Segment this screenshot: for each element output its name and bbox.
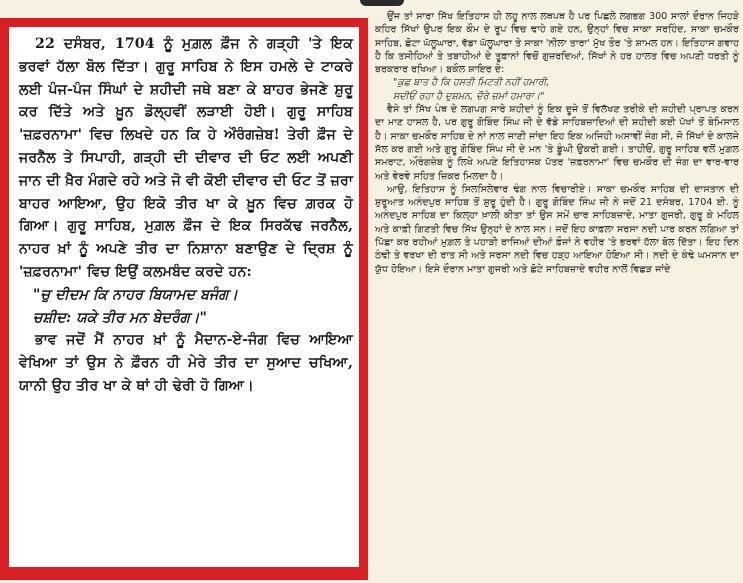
highlight-box-inner: [9, 27, 359, 567]
highlight-quote-line-2: ਚਸ਼ੀਦ: ਯਕੇ ਤੀਰ ਮਨ ਬੇਦਰੰਗ।": [33, 309, 207, 326]
article-quote-line-2: ਸਦੀਓਂ ਰਹਾ ਹੈ ਦੁਸ਼ਮਨ, ਦੌਰੇ ਜ਼ਮਾਂ ਹਮਾਰਾ।": [393, 90, 545, 102]
highlight-quote-line-1: "ਚੁ ਦੀਦਮ ਕਿ ਨਾਹਰ ਬਿਯਾਮਦ ਬਜੰਗ।: [33, 286, 239, 303]
heading-fragment: [360, 0, 404, 6]
highlight-paragraph-2: ਭਾਵ ਜਦੋਂ ਮੈਂ ਨਾਹਰ ਖ਼ਾਂ ਨੂੰ ਮੈਦਾਨ-ਏ-ਜੰਗ ਵਿਚ ਆਇਆ ਵੇਖਿਆ ਤਾਂ ਉਸ ਨੇ ਫ਼ੌਰਨ ਹੀ ਮੇਰੇ ਤੀਰ ਦਾ ਸੁਆਦ ਚਖਿਆ, ਯਾਨੀ ਉਹ ਤੀਰ ਖਾ ਕੇ ਥਾਂ ਹੀ ਢੇਰੀ ਹੋ ਗਿਆ।: [19, 332, 353, 394]
highlight-box: [0, 18, 368, 580]
article-paragraph-2: ਵੈਸੇ ਤਾਂ ਸਿੱਖ ਪੰਥ ਦੇ ਲਗਪਗ ਸਾਰੇ ਸ਼ਹੀਦਾਂ ਨੂੰ ਇਕ ਦੂਜੇ ਤੋਂ ਵਿਲੱਖਣ ਤਰੀਕੇ ਦੀ ਸ਼ਹੀਦੀ ਪ੍ਰਾਪਤ ਕਰਨ ਦਾ ਮਾਣ ਹਾਸਲ ਹੈ, ਪਰ ਗੁਰੂ ਗੋਬਿੰਦ ਸਿੰਘ ਜੀ ਦੇ ਵੱਡੇ ਸਾਹਿਬਜ਼ਾਦਿਆਂ ਦੀ ਸ਼ਹੀਦੀ ਕਈ ਪੱਖਾਂ ਤੋਂ ਬੇਮਿਸਾਲ ਹੈ। ਸਾਕਾ ਚਮਕੌਰ ਸਾਹਿਬ ਦੇ ਨਾਂ ਨਾਲ ਜਾਣੀ ਜਾਂਦਾ ਇਹ ਇਕ ਅਜਿਹੀ ਅਸਾਵੀਂ ਜੰਗ ਸੀ, ਜੋ ਸਿੱਖਾਂ ਦੇ ਕਾਲਜੇ ਸੱਲ ਕਰ ਗਈ ਅਤੇ ਗੁਰੂ ਗੋਬਿੰਦ ਸਿੰਘ ਜੀ ਦੇ ਮਨ 'ਤੇ ਡੂੰਘੀ ਉਕਰੀ ਗਈ। ਤਾਹੀਓਂ, ਗੁਰੂ ਸਾਹਿਬ ਵਲੋਂ ਮੁਗ਼ਲ ਸਮਰਾਟ, ਔਰੰਗਜ਼ੇਬ ਨੂੰ ਲਿਖੇ ਅਪਣੇ ਇਤਿਹਾਸਕ ਪੱਤਰ 'ਜ਼ਫ਼ਰਨਾਮਾ' ਵਿਚ ਚਮਕੌਰ ਦੀ ਜੰਗ ਦਾ ਵਾਰ-ਵਾਰ ਅਤੇ ਵੇਰਵੇ ਸਹਿਤ ਜ਼ਿਕਰ ਮਿਲਦਾ ਹੈ।: [375, 104, 739, 182]
top-strip: [0, 0, 743, 10]
highlight-text: [19, 33, 353, 398]
article-paragraph-1: ਉਂਜ ਤਾਂ ਸਾਰਾ ਸਿੱਖ ਇਤਿਹਾਸ ਹੀ ਲਹੂ ਨਾਲ ਲਥਪਥ ਹੈ ਪਰ ਪਿਛਲੇ ਲਗਭਗ 300 ਸਾਲਾਂ ਦੌਰਾਨ ਜਿਹੜੇ ਕਹਿਰ ਸਿੱਖਾਂ ਉਪਰ ਇਕ ਕੌਮ ਦੇ ਰੂਪ ਵਿਚ ਢਾਹੇ ਗਏ ਹਨ, ਉਨ੍ਹਾਂ ਵਿਚ ਸਾਕਾ ਸਰਹਿੰਦ, ਸਾਕਾ ਚਮਕੌਰ ਸਾਹਿਬ, ਛੋਟਾ ਘੱਲੂਘਾਰਾ, ਵੱਡਾ ਘੱਲੂਘਾਰਾ ਤੇ ਸਾਕਾ 'ਨੀਲਾ ਤਾਰਾ' ਮੁੱਖ ਤੌਰ 'ਤੇ ਸ਼ਾਮਲ ਹਨ। ਇਤਿਹਾਸ ਗਵਾਹ ਹੈ ਕਿ ਤਸੀਹਿਆਂ ਤੇ ਤਬਾਹੀਆਂ ਦੇ ਤੂਫ਼ਾਨਾਂ ਵਿਚੋਂ ਗੁਜ਼ਰਦਿਆਂ, ਸਿੱਖਾਂ ਨੇ ਹਰ ਹਾਲਤ ਵਿਚ ਅਪਣੀ ਧਰਤੀ ਨੂੰ ਬਰਕਰਾਰ ਰਖਿਆ। ਬਕੌਲ ਸ਼ਾਇਰ ਦੇ:: [375, 11, 739, 76]
article-paragraph-3: ਆਉ, ਇਤਿਹਾਸ ਨੂੰ ਸਿਲਸਿਲੇਵਾਰ ਢੰਗ ਨਾਲ ਵਿਚਾਰੀਏ। ਸਾਕਾ ਚਮਕੌਰ ਸਾਹਿਬ ਦੀ ਦਾਸਤਾਨ ਦੀ ਸ਼ੁਰੂਆਤ ਅਨੰਦਪੁਰ ਸਾਹਿਬ ਤੋਂ ਸ਼ੁਰੂ ਹੁੰਦੀ ਹੈ। ਗੁਰੂ ਗੋਬਿੰਦ ਸਿੰਘ ਜੀ ਨੇ ਜਦੋਂ 21 ਦਸੰਬਰ, 1704 ਈ. ਨੂੰ ਅਨੰਦਪੁਰ ਸਾਹਿਬ ਦਾ ਕਿਲ੍ਹਾ ਖ਼ਾਲੀ ਕੀਤਾ ਤਾਂ ਉਸ ਸਮੇਂ ਚਾਰ ਸਾਹਿਬਜ਼ਾਦੇ, ਮਾਤਾ ਗੁਜਰੀ, ਗੁਰੂ ਕੇ ਮਹਿਲ ਅਤੇ ਕਾਫ਼ੀ ਗਿਣਤੀ ਵਿਚ ਸਿੱਖ ਉਨ੍ਹਾਂ ਦੇ ਨਾਲ ਸਨ। ਜਦੋਂ ਇਹ ਕਾਫ਼ਲਾ ਸਰਸਾ ਨਦੀ ਪਾਰ ਕਰਨ ਲਗਿਆ ਤਾਂ ਪਿੱਛਾ ਕਰ ਰਹੀਆਂ ਮੁਗ਼ਲ ਤੇ ਪਹਾੜੀ ਰਾਜਿਆਂ ਦੀਆਂ ਫ਼ੌਜਾਂ ਨੇ ਵਹੀਰ 'ਤੇ ਭਰਵਾਂ ਹੱਲਾ ਬੋਲ ਦਿੱਤਾ। ਇਹ ਦਿਨ ਠੰਢੀ ਤੇ ਵਰਖਾ ਦੀ ਰਾਤ ਸੀ ਅਤੇ ਸਰਸਾ ਨਦੀ ਵਿਚ ਹੜ੍ਹ ਆਇਆ ਹੋਇਆ ਸੀ। ਨਦੀ ਦੇ ਕੰਢੇ ਘਮਸਾਨ ਦਾ ਯੁੱਧ ਹੋਇਆ। ਇਸੇ ਦੌਰਾਨ ਮਾਤਾ ਗੁਜਰੀ ਅਤੇ ਛੋਟੇ ਸਾਹਿਬਜ਼ਾਦੇ ਵਹੀਰ ਨਾਲੋਂ ਵਿਛੜ ਜਾਂਦੇ: [375, 183, 739, 275]
article-column: [375, 10, 739, 580]
article-text: [375, 10, 739, 276]
article-quote-line-1: "ਕੁਛ ਬਾਤ ਹੈ ਕਿ ਹਸਤੀ ਮਿਟਤੀ ਨਹੀਂ ਹਮਾਰੀ,: [393, 77, 550, 89]
highlight-paragraph-1: 22 ਦਸੰਬਰ, 1704 ਨੂੰ ਮੁਗ਼ਲ ਫ਼ੌਜ ਨੇ ਗੜ੍ਹੀ 'ਤੇ ਇਕ ਭਰਵਾਂ ਹੱਲਾ ਬੋਲ ਦਿੱਤਾ। ਗੁਰੂ ਸਾਹਿਬ ਨੇ ਇਸ ਹਮਲੇ ਦੇ ਟਾਕਰੇ ਲਈ ਪੰਜ-ਪੰਜ ਸਿੰਘਾਂ ਦੇ ਸ਼ਹੀਦੀ ਜਥੇ ਬਣਾ ਕੇ ਬਾਹਰ ਭੇਜਣੇ ਸ਼ੁਰੂ ਕਰ ਦਿੱਤੇ ਅਤੇ ਖ਼ੂਨ ਡੋਲ੍ਹਵੀਂ ਲੜਾਈ ਹੋਈ। ਗੁਰੂ ਸਾਹਿਬ 'ਜ਼ਫ਼ਰਨਾਮਾ' ਵਿਚ ਲਿਖਦੇ ਹਨ ਕਿ ਹੇ ਔਰੰਗਜ਼ੇਬ! ਤੇਰੀ ਫ਼ੌਜ ਦੇ ਜਰਨੈਲ ਤੇ ਸਿਪਾਹੀ, ਗੜ੍ਹੀ ਦੀ ਦੀਵਾਰ ਦੀ ਓਟ ਲਈ ਅਪਣੀ ਜਾਨ ਦੀ ਖ਼ੈਰ ਮੰਗਦੇ ਰਹੇ ਅਤੇ ਜੋ ਵੀ ਕੋਈ ਦੀਵਾਰ ਦੀ ਓਟ ਤੋਂ ਜ਼ਰਾ ਬਾਹਰ ਆਇਆ, ਉਹ ਇਕੋ ਤੀਰ ਖਾ ਕੇ ਖ਼ੂਨ ਵਿਚ ਗ਼ਰਕ ਹੋ ਗਿਆ। ਗੁਰੂ ਸਾਹਿਬ, ਮੁਗ਼ਲ ਫ਼ੌਜ ਦੇ ਇਕ ਸਿਰਕੱਢ ਜਰਨੈਲ, ਨਾਹਰ ਖ਼ਾਂ ਨੂੰ ਅਪਣੇ ਤੀਰ ਦਾ ਨਿਸ਼ਾਨਾ ਬਣਾਉਣ ਦੇ ਦ੍ਰਿਸ਼ ਨੂੰ 'ਜ਼ਫ਼ਰਨਾਮਾ' ਵਿਚ ਇਉਂ ਕਲਮਬੰਦ ਕਰਦੇ ਹਨ:: [19, 36, 353, 280]
